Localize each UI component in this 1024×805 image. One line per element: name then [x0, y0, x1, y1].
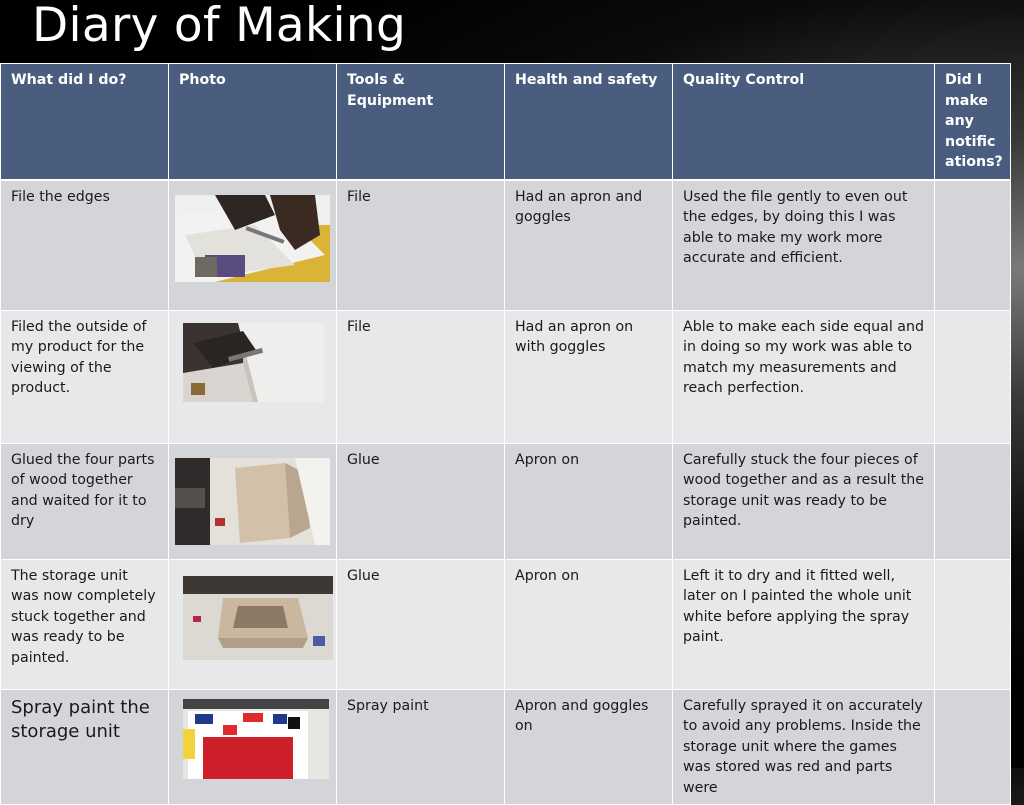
table-row [1, 559, 1011, 689]
cell-photo [169, 180, 337, 311]
cell-photo [169, 443, 337, 559]
header-what: What did I do? [1, 64, 169, 180]
photo-filing-outside [183, 323, 324, 402]
cell-what: Glued the four parts of wood together and waited for it to dry [1, 443, 169, 559]
diary-table [0, 63, 1011, 805]
cell-notifications [935, 180, 1011, 311]
cell-safety: Apron on [505, 559, 673, 689]
cell-tools: File [337, 310, 505, 443]
cell-quality: Carefully stuck the four pieces of wood together and as a result the storage unit was ready to be painted. [673, 443, 935, 559]
cell-what: The storage unit was now completely stuck together and was ready to be painted. [1, 559, 169, 689]
cell-notifications [935, 559, 1011, 689]
table-row [1, 180, 1011, 311]
table-row [1, 310, 1011, 443]
photo-assembled-unit [183, 576, 333, 660]
cell-quality: Left it to dry and it fitted well, later on I painted the whole unit white before applying the spray paint. [673, 559, 935, 689]
header-safety: Health and safety [505, 64, 673, 180]
header-tools: Tools & Equipment [337, 64, 505, 180]
header-notifications: Did I make any notific ations? [935, 64, 1011, 180]
header-photo: Photo [169, 64, 337, 180]
cell-photo [169, 310, 337, 443]
cell-safety: Apron on [505, 443, 673, 559]
cell-tools: Glue [337, 559, 505, 689]
cell-safety: Apron and goggles on [505, 689, 673, 805]
cell-what: File the edges [1, 180, 169, 311]
cell-photo [169, 559, 337, 689]
photo-spray-painted-unit [183, 699, 329, 779]
cell-quality: Carefully sprayed it on accurately to avoid any problems. Inside the storage unit where the games was stored was red and parts were [673, 689, 935, 805]
cell-safety: Had an apron and goggles [505, 180, 673, 311]
cell-tools: File [337, 180, 505, 311]
cell-quality: Used the file gently to even out the edges, by doing this I was able to make my work more accurate and efficient. [673, 180, 935, 311]
cell-tools: Glue [337, 443, 505, 559]
slide-title: Diary of Making [32, 0, 407, 53]
photo-gluing-parts [175, 458, 330, 545]
cell-what: Filed the outside of my product for the viewing of the product. [1, 310, 169, 443]
table-row [1, 689, 1011, 805]
cell-what: Spray paint the storage unit [1, 689, 169, 805]
table-row [1, 443, 1011, 559]
cell-quality: Able to make each side equal and in doing so my work was able to match my measurements and reach perfection. [673, 310, 935, 443]
header-quality: Quality Control [673, 64, 935, 180]
cell-notifications [935, 310, 1011, 443]
cell-tools: Spray paint [337, 689, 505, 805]
table-header-row [1, 64, 1011, 180]
cell-notifications [935, 443, 1011, 559]
photo-filing-edges [175, 195, 330, 282]
cell-safety: Had an apron on with goggles [505, 310, 673, 443]
cell-notifications [935, 689, 1011, 805]
cell-photo [169, 689, 337, 805]
